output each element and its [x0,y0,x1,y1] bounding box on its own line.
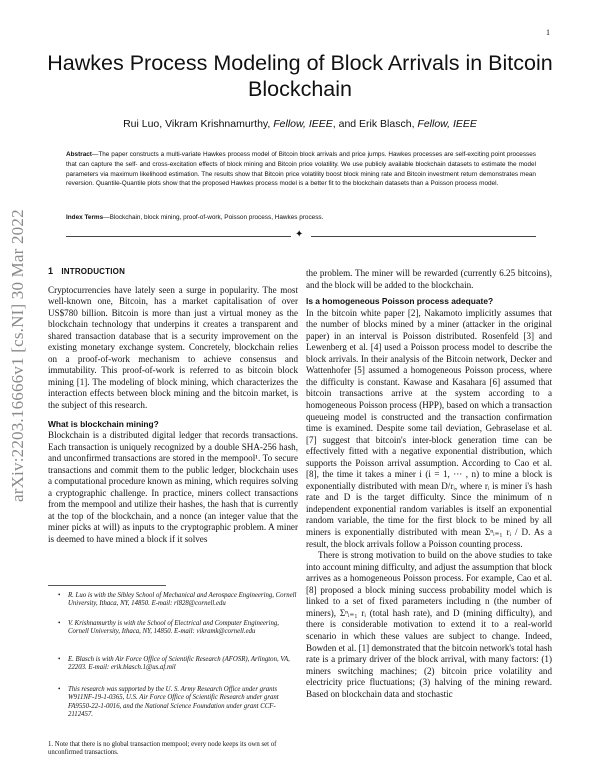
footnote-2 [48,620,298,637]
abstract [66,150,536,189]
section-number: 1 [48,266,54,276]
separator-line-right [311,236,536,237]
footnote-bullet: • [58,620,61,627]
page-number: 1 [546,28,550,37]
author-line [40,118,560,130]
footnote-rule [48,585,166,586]
footnote-bullet: • [58,686,61,693]
subheading-poisson: Is a homogeneous Poisson process adequate? [306,296,494,307]
column-left [48,266,298,546]
author-fellow-2: Fellow, IEEE [417,118,477,130]
subheading-mining: What is blockchain mining? [48,418,159,429]
footnote-text: E. Blasch is with Air Force Office of Scientific Research (AFOSR), Arlington, VA, 22203. E-mail: erik.blasch.1@us.af.mil [68,656,290,672]
abstract-text: —The paper constructs a multi-variate Hawkes process model of Bitcoin block arrivals and price jumps. Hawkes processes are self-exciting point processes that can capture the self- and cross-excitation effects of block mining and Bitcoin price volatility. We use publicly available blockchain datasets to estimate the model parameters via maximum likelihood estimation. The results show that Bitcoin price volatility boost block mining rate and Bitcoin investment return demonstrates mean reversion. Quantile-Quantile plots show that the proposed Hawkes process model is a better fit to the blockchain datasets than a Poisson process model. [66,151,536,188]
section-heading [48,266,298,278]
section-separator [66,231,536,243]
index-terms-label: Index Terms [66,214,104,221]
footnote-bullet: • [58,592,61,599]
footnote-text: R. Luo is with the Sibley School of Mechanical and Aerospace Engineering, Cornell University, Ithaca, NY, 14850. E-mail: rl828@cornell.edu [68,592,297,608]
separator-line-left [66,236,291,237]
footnote-text: This research was supported by the U. S. Army Research Office under grants W911NF-19-1-0365, U.S. Air Force Office of Scientific Research under grant FA9550-22-1-0016, and the National Science Foundation under grant CCF-2112457. [68,686,279,718]
author-names: Rui Luo, Vikram Krishnamurthy, [123,118,271,130]
footnote-text: V. Krishnamurthy is with the School of Electrical and Computer Engineering, Cornell University, Ithaca, NY, 14850. E-mail: vikramk@cornell.edu [68,620,279,636]
section-title: INTRODUCTION [61,267,126,276]
footnote-1 [48,592,298,609]
separator-diamond-icon: ✦ [295,229,304,240]
mempool-footnote: 1. Note that there is no global transaction mempool; every node keeps its own set of unconfirmed transactions. [48,741,277,757]
footnote-3 [48,656,298,673]
index-terms [66,213,536,223]
intro-paragraph-4: In the bitcoin white paper [2], Nakamoto implicitly assumes that the number of blocks mined by a miner (attacker in the original paper) in an interval is Poisson distributed. Rosenfeld [3] and Lewenberg et al. [4] used a Poisson process model to describe the block arrivals. In their analysis of the Bitcoin network, Decker and Wattenhofer [5] assumed a homogeneous Poisson process, where the difficulty is constant. Kawase and Kasahara [6] assumed that bitcoin transactions arrive at the system according to a homogeneous Poisson process (HPP), based on which a transaction queueing model is constructed and the transaction confirmation time is examined. Despite some tail deviation, Gebraselase et al. [7] suggest that bitcoin's inter-block generation time can be effectively fitted with a negative exponential distribution, which supports the Poisson arrival assumption. According to Cao et al. [8], the time it takes a miner i (i = 1, ··· , n) to mine a block is exponentially distributed with mean D/rᵢ, where rᵢ is miner i's hash rate and D is the target difficulty. Since the minimum of n independent exponential random variables is itself an exponential random variable, the time for the first block to be mined by all miners is exponentially distributed with mean Σⁿᵢ₌₁ rᵢ / D. As a result, the block arrivals follow a Poisson counting process. [306,307,552,549]
intro-paragraph-1: Cryptocurrencies have lately seen a surge in popularity. The most well-known one, Bitcoin, has a market capitalisation of over US$780 billion. Bitcoin is more than just a virtual money as the blockchain technology that underpins it creates a transparent and shared transaction database that is a security improvement on the existing monetary exchange system. Concretely, blockchain relies on a proof-of-work mechanism to achieve consensus and immutability. This proof-of-work is referred to as bitcoin block mining [1]. The modeling of block mining, which characterizes the interaction effects between block mining and the bitcoin market, is the subject of this research. [48,284,298,411]
author-and: , and Erik Blasch, [332,118,415,130]
paper-title: Hawkes Process Modeling of Block Arrivals in Bitcoin Blockchain [47,51,553,101]
author-fellow-1: Fellow, IEEE [273,118,333,130]
index-terms-text: —Blockchain, block mining, proof-of-work, Poisson process, Hawkes process. [103,214,324,221]
intro-paragraph-5: There is strong motivation to build on the above studies to take into account mining difficulty, and adjust the assumption that block arrives as a homogeneous Poisson process. For example, Cao et al. [8] proposed a block mining success probability model which is linked to a set of fixed parameters including n (the number of miners), Σⁿᵢ₌₁ rᵢ (total hash rate), and D (mining difficulty), and there is considerable motivation to extend it to a real-world scenario in which these values are subject to change. Indeed, Bowden et al. [1] demonstrated that the bitcoin network's total hash rate is a primary driver of the block arrival, with many factors: (1) miners switching machines; (2) bitcoin price volatility and electricity price fluctuations; (3) halving of the mining reward. Based on blockchain data and stochastic [306,550,552,699]
footnote-4 [48,686,298,719]
intro-paragraph-3: the problem. The miner will be rewarded (currently 6.25 bitcoins), and the block will be added to the blockchain. [306,268,552,290]
column-right [306,268,552,700]
arxiv-stamp: arXiv:2203.16666v1 [cs.NI] 30 Mar 2022 [8,209,27,502]
abstract-label: Abstract [66,151,92,158]
footnote-bullet: • [58,656,61,663]
intro-paragraph-2: Blockchain is a distributed digital ledger that records transactions. Each transaction is uniquely recognized by a double SHA-256 hash, and unconfirmed transactions are stored in the mempool¹. To secure transactions and commit them to the public ledger, blockchain uses a computational procedure known as mining, which requires solving a cryptographic challenge. In practice, miners collect transactions from the mempool and utilize their hashes, the hash that is currently at the top of the blockchain, and a nonce (an integer value that the miner picks at will) as inputs to the cryptographic problem. A miner is deemed to have mined a block if it solves [48,430,298,545]
